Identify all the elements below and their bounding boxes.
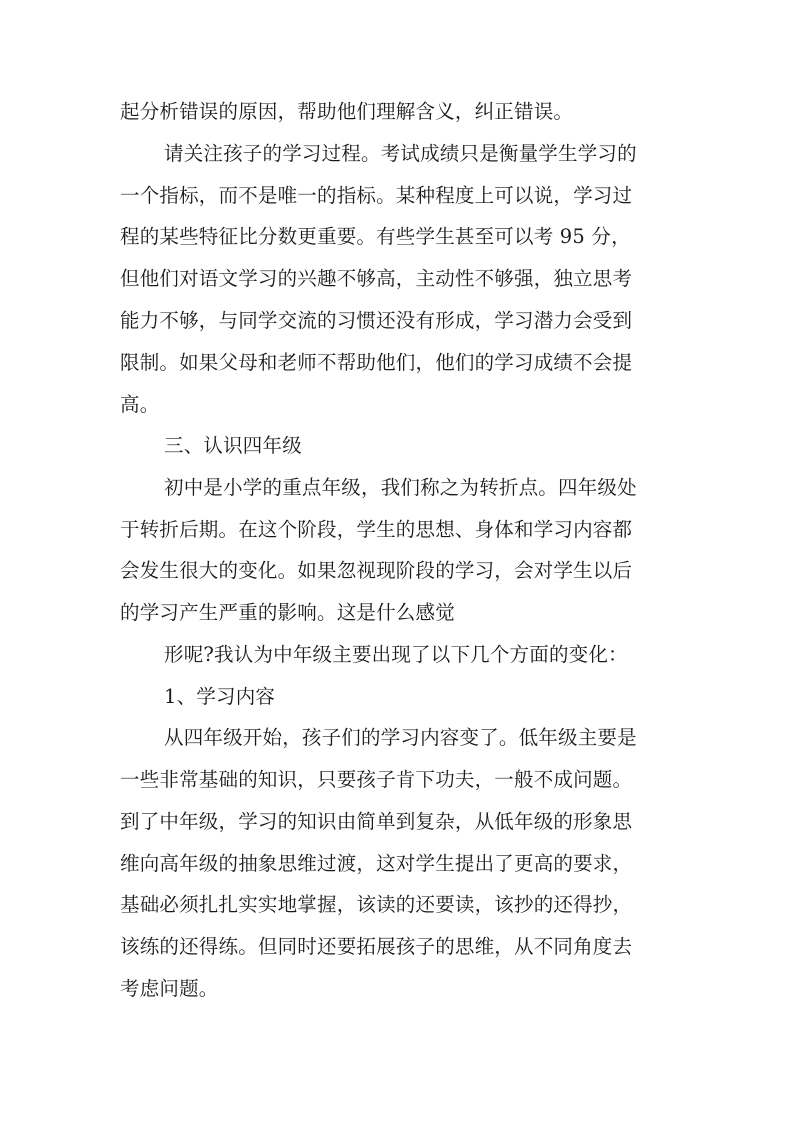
subsection-heading: 1、学习内容 <box>164 685 276 708</box>
paragraph-line: 初中是小学的重点年级，我们称之为转折点。四年级处 <box>164 476 637 499</box>
paragraph-line: 从四年级开始，孩子们的学习内容变了。低年级主要是 <box>164 726 637 749</box>
paragraph-line: 到了中年级，学习的知识由简单到复杂，从低年级的形象思 <box>120 810 633 833</box>
paragraph-line: 考虑问题。 <box>120 977 219 1000</box>
paragraph-line: 但他们对语文学习的兴趣不够高，主动性不够强，独立思考 <box>120 267 633 290</box>
paragraph-line: 形呢?我认为中年级主要出现了以下几个方面的变化： <box>164 643 628 666</box>
paragraph-line: 基础必须扎扎实实地掌握，该读的还要读，该抄的还得抄， <box>120 893 633 916</box>
paragraph-line: 程的某些特征比分数更重要。有些学生甚至可以考 95 分， <box>120 225 631 248</box>
paragraph-line: 会发生很大的变化。如果忽视现阶段的学习，会对学生以后 <box>120 559 633 582</box>
paragraph-line: 的学习产生严重的影响。这是什么感觉 <box>120 601 455 624</box>
paragraph-line: 一个指标，而不是唯一的指标。某种程度上可以说，学习过 <box>120 184 633 207</box>
section-heading: 三、认识四年级 <box>164 434 302 457</box>
paragraph-line: 一些非常基础的知识，只要孩子肯下功夫，一般不成问题。 <box>120 768 633 791</box>
paragraph-line: 维向高年级的抽象思维过渡，这对学生提出了更高的要求， <box>120 852 633 875</box>
paragraph-line: 于转折后期。在这个阶段，学生的思想、身体和学习内容都 <box>120 518 633 541</box>
paragraph-line: 起分析错误的原因，帮助他们理解含义，纠正错误。 <box>120 100 574 123</box>
paragraph-line: 高。 <box>120 393 160 416</box>
paragraph-line: 限制。如果父母和老师不帮助他们，他们的学习成绩不会提 <box>120 351 633 374</box>
paragraph-line: 请关注孩子的学习过程。考试成绩只是衡量学生学习的 <box>164 142 637 165</box>
paragraph-line: 能力不够，与同学交流的习惯还没有形成，学习潜力会受到 <box>120 309 633 332</box>
paragraph-line: 该练的还得练。但同时还要拓展孩子的思维，从不同角度去 <box>120 935 633 958</box>
